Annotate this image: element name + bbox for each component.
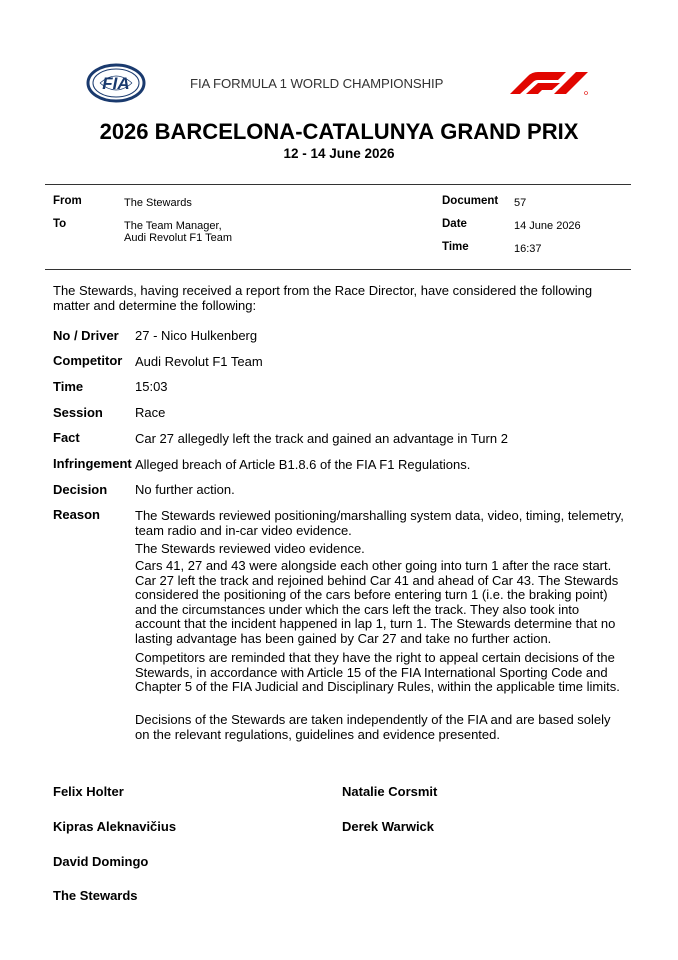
fact-label: Fact [53, 430, 80, 445]
signature-the-stewards: The Stewards [53, 888, 138, 903]
divider-top [45, 184, 631, 185]
to-label: To [53, 218, 67, 230]
reason-label: Reason [53, 507, 100, 522]
time-row-label: Time [53, 379, 84, 394]
document-value: 57 [514, 197, 527, 209]
decision-value: No further action. [135, 482, 235, 497]
championship-title: FIA FORMULA 1 WORLD CHAMPIONSHIP [190, 76, 444, 91]
event-dates: 12 - 14 June 2026 [283, 146, 395, 161]
time-row-value: 15:03 [135, 379, 168, 394]
decision-label: Decision [53, 482, 108, 497]
driver-value: 27 - Nico Hulkenberg [135, 328, 258, 343]
fia-logo [86, 63, 146, 103]
session-value: Race [135, 405, 166, 420]
reason-paragraph-3: Cars 41, 27 and 43 were alongside each other going into turn 1 after the race start. Car 27 left the track and rejoined behind Car 41 and ahead of Car 43. The Stewards considered the positioning of the cars before entering turn 1 (i.e. the braking point) and the circumstances under which the cars left the track. They also took into account that the incident happened in lap 1, turn 1. The Stewards determine that no lasting advantage has been gained by Car 27 and take no further action. [135, 558, 619, 646]
time-label: Time [442, 241, 469, 253]
fact-value: Car 27 allegedly left the track and gained an advantage in Turn 2 [135, 431, 508, 446]
document-label: Document [442, 195, 499, 207]
to-value-line1: The Team Manager, [124, 220, 222, 232]
driver-label: No / Driver [53, 328, 119, 343]
competitor-value: Audi Revolut F1 Team [135, 354, 263, 369]
grand-prix-title: 2026 BARCELONA-CATALUNYA GRAND PRIX [99, 119, 579, 144]
signature-kipras-aleknavicius: Kipras Aleknavičius [53, 819, 177, 834]
to-value-line2: Audi Revolut F1 Team [124, 232, 233, 244]
date-label: Date [442, 218, 467, 230]
from-label: From [53, 195, 82, 207]
reason-paragraph-4: Competitors are reminded that they have the right to appeal certain decisions of the Stewards, in accordance with Article 15 of the FIA International Sporting Code and Chapter 5 of the FIA Judicial and Disciplinary Rules, within the applicable time limits. [135, 650, 620, 694]
date-value: 14 June 2026 [514, 220, 581, 232]
divider-bottom [45, 269, 631, 270]
infringement-label: Infringement [53, 456, 132, 471]
reason-paragraph-5: Decisions of the Stewards are taken independently of the FIA and are based solely on the relevant regulations, guidelines and evidence presented. [135, 712, 611, 742]
time-value: 16:37 [514, 243, 542, 255]
signature-derek-warwick: Derek Warwick [342, 819, 435, 834]
reason-paragraph-1: The Stewards reviewed positioning/marshalling system data, video, timing, telemetry, team radio and in-car video evidence. [135, 508, 624, 538]
signature-felix-holter: Felix Holter [53, 784, 124, 799]
intro-paragraph: The Stewards, having received a report from the Race Director, have considered the following matter and determine the following: [53, 283, 593, 313]
fia-logo-text: FIA [102, 74, 130, 93]
reason-paragraph-2: The Stewards reviewed video evidence. [135, 541, 365, 556]
infringement-value: Alleged breach of Article B1.8.6 of the FIA F1 Regulations. [135, 457, 471, 472]
signature-david-domingo: David Domingo [53, 854, 149, 869]
from-value: The Stewards [124, 197, 192, 209]
signature-natalie-corsmit: Natalie Corsmit [342, 784, 438, 799]
f1-logo [508, 70, 590, 96]
session-label: Session [53, 405, 103, 420]
competitor-label: Competitor [53, 353, 123, 368]
